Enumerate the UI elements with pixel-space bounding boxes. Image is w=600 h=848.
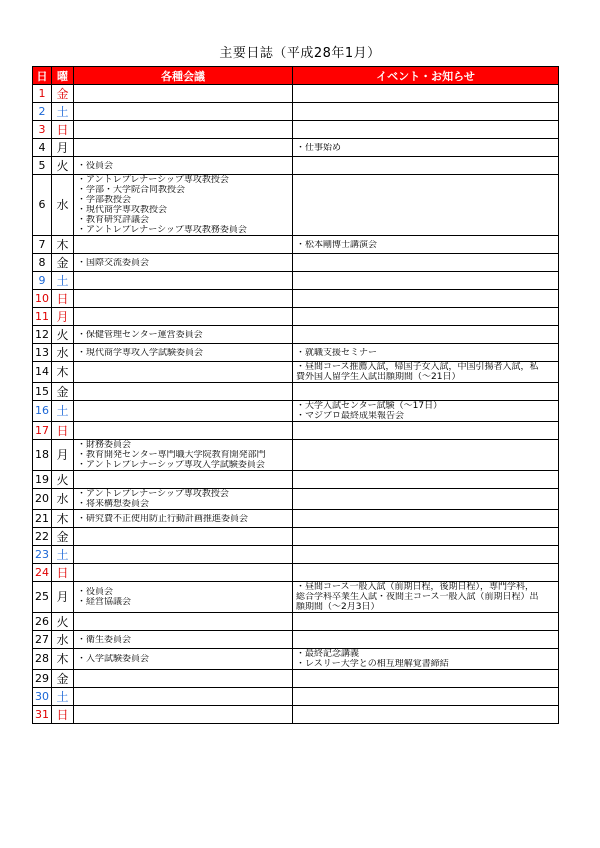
event-item: ・マジプロ最終成果報告会: [296, 411, 405, 421]
meetings-cell: [74, 326, 293, 344]
meeting-item: ・保健管理センター運営委員会: [77, 329, 203, 340]
events-cell: [293, 489, 559, 510]
meeting-item: ・現代商学専攻入学試験委員会: [77, 347, 204, 358]
table-row: [33, 362, 559, 383]
meetings-cell: [74, 489, 293, 510]
weekday-cell: 木: [52, 236, 74, 254]
meetings-cell: [74, 471, 293, 489]
events-cell: [293, 175, 559, 236]
table-row: [33, 344, 559, 362]
day-cell: 29: [33, 670, 52, 688]
day-cell: 10: [33, 290, 52, 308]
page-title: 主要日誌（平成28年1月）: [219, 46, 381, 61]
table-row: [33, 631, 559, 649]
meeting-item: ・役員会: [77, 587, 114, 597]
table-row: [33, 272, 559, 290]
meetings-cell: [74, 139, 293, 157]
meeting-item: ・国際交流委員会: [77, 257, 150, 268]
weekday-cell: 水: [52, 489, 74, 510]
meeting-item: ・研究費不正使用防止行動計画推進委員会: [77, 513, 249, 524]
day-cell: 14: [33, 362, 52, 383]
meetings-cell: [74, 440, 293, 471]
event-item: ・大学入試センター試験（～17日）: [296, 401, 443, 411]
table-row: [33, 326, 559, 344]
weekday-cell: 土: [52, 546, 74, 564]
meeting-item: ・教育開発センター専門職大学院教育開発部門: [77, 450, 266, 460]
meetings-cell: [74, 175, 293, 236]
events-cell: [293, 706, 559, 724]
meetings-cell: [74, 254, 293, 272]
event-item: ・就職支援セミナー: [296, 347, 378, 358]
events-cell: [293, 649, 559, 670]
weekday-cell: 土: [52, 103, 74, 121]
day-cell: 22: [33, 528, 52, 546]
weekday-cell: 金: [52, 528, 74, 546]
day-cell: 7: [33, 236, 52, 254]
events-cell: [293, 290, 559, 308]
events-cell: [293, 157, 559, 175]
day-cell: 15: [33, 383, 52, 401]
events-cell: [293, 422, 559, 440]
meetings-cell: [74, 103, 293, 121]
header-day: 日: [33, 67, 52, 85]
event-item: 総合学科卒業生入試・夜間主コース一般入試（前期日程）出: [296, 592, 539, 602]
day-cell: 31: [33, 706, 52, 724]
table-row: [33, 139, 559, 157]
weekday-cell: 金: [52, 670, 74, 688]
meeting-item: ・学部教授会: [77, 195, 132, 205]
table-row: [33, 103, 559, 121]
weekday-cell: 木: [52, 649, 74, 670]
table-row: [33, 510, 559, 528]
meetings-cell: [74, 401, 293, 422]
table-row: [33, 706, 559, 724]
meeting-item: ・経営協議会: [77, 597, 132, 607]
table-row: [33, 582, 559, 613]
table-row: [33, 649, 559, 670]
meetings-cell: [74, 157, 293, 175]
table-row: [33, 613, 559, 631]
meetings-cell: [74, 272, 293, 290]
meetings-cell: [74, 649, 293, 670]
table-row: [33, 670, 559, 688]
events-cell: [293, 383, 559, 401]
meeting-item: ・衛生委員会: [77, 634, 132, 645]
event-item: ・最終記念講義: [296, 649, 360, 659]
day-cell: 8: [33, 254, 52, 272]
events-cell: [293, 528, 559, 546]
weekday-cell: 木: [52, 510, 74, 528]
meetings-cell: [74, 528, 293, 546]
events-cell: [293, 440, 559, 471]
meeting-item: ・役員会: [77, 160, 114, 171]
meeting-item: ・アントレプレナーシップ専攻教務委員会: [77, 225, 247, 235]
day-cell: 24: [33, 564, 52, 582]
events-cell: [293, 85, 559, 103]
table-row: [33, 564, 559, 582]
meetings-cell: [74, 582, 293, 613]
meetings-cell: [74, 670, 293, 688]
meetings-cell: [74, 308, 293, 326]
meeting-item: ・入学試験委員会: [77, 654, 150, 664]
weekday-cell: 水: [52, 631, 74, 649]
events-cell: [293, 254, 559, 272]
event-item: ・仕事始め: [296, 142, 342, 153]
table-row: [33, 308, 559, 326]
table-row: [33, 85, 559, 103]
events-cell: [293, 582, 559, 613]
meeting-item: ・アントレプレナーシップ専攻教授会: [77, 175, 229, 185]
table-row: [33, 157, 559, 175]
table-row: [33, 383, 559, 401]
weekday-cell: 月: [52, 308, 74, 326]
meetings-cell: [74, 510, 293, 528]
events-cell: [293, 308, 559, 326]
header-events: イベント・お知らせ: [293, 67, 559, 85]
day-cell: 5: [33, 157, 52, 175]
table-row: [33, 121, 559, 139]
event-item: 願期間（～2月3日）: [296, 602, 380, 612]
day-cell: 3: [33, 121, 52, 139]
meetings-cell: [74, 613, 293, 631]
day-cell: 28: [33, 649, 52, 670]
meetings-cell: [74, 290, 293, 308]
meetings-cell: [74, 564, 293, 582]
header-weekday: 曜: [52, 67, 74, 85]
meeting-item: ・将来構想委員会: [77, 499, 150, 509]
table-row: [33, 422, 559, 440]
events-cell: [293, 103, 559, 121]
weekday-cell: 日: [52, 422, 74, 440]
day-cell: 18: [33, 440, 52, 471]
table-row: [33, 688, 559, 706]
weekday-cell: 日: [52, 706, 74, 724]
events-cell: [293, 613, 559, 631]
meetings-cell: [74, 236, 293, 254]
day-cell: 19: [33, 471, 52, 489]
header-row: [33, 67, 559, 85]
meetings-cell: [74, 422, 293, 440]
meeting-item: ・現代商学専攻教授会: [77, 205, 168, 215]
day-cell: 16: [33, 401, 52, 422]
weekday-cell: 金: [52, 383, 74, 401]
meetings-cell: [74, 85, 293, 103]
meetings-cell: [74, 383, 293, 401]
day-cell: 4: [33, 139, 52, 157]
weekday-cell: 火: [52, 613, 74, 631]
day-cell: 23: [33, 546, 52, 564]
schedule-table: [32, 66, 559, 724]
table-row: [33, 528, 559, 546]
day-cell: 11: [33, 308, 52, 326]
meetings-cell: [74, 344, 293, 362]
weekday-cell: 金: [52, 254, 74, 272]
weekday-cell: 水: [52, 175, 74, 236]
weekday-cell: 木: [52, 362, 74, 383]
day-cell: 2: [33, 103, 52, 121]
weekday-cell: 土: [52, 401, 74, 422]
day-cell: 17: [33, 422, 52, 440]
weekday-cell: 金: [52, 85, 74, 103]
events-cell: [293, 344, 559, 362]
table-row: [33, 471, 559, 489]
meetings-cell: [74, 546, 293, 564]
meeting-item: ・アントレプレナーシップ専攻教授会: [77, 489, 229, 499]
weekday-cell: 土: [52, 272, 74, 290]
weekday-cell: 土: [52, 688, 74, 706]
day-cell: 9: [33, 272, 52, 290]
event-item: ・松本剛博士講演会: [296, 239, 378, 250]
day-cell: 25: [33, 582, 52, 613]
table-row: [33, 440, 559, 471]
day-cell: 1: [33, 85, 52, 103]
day-cell: 13: [33, 344, 52, 362]
event-item: ・昼間コース推薦入試，帰国子女入試，中国引揚者入試，私: [296, 362, 539, 372]
meetings-cell: [74, 121, 293, 139]
meeting-item: ・教育研究評議会: [77, 215, 150, 225]
weekday-cell: 月: [52, 582, 74, 613]
table-row: [33, 290, 559, 308]
meetings-cell: [74, 688, 293, 706]
weekday-cell: 火: [52, 471, 74, 489]
table-row: [33, 175, 559, 236]
events-cell: [293, 139, 559, 157]
day-cell: 6: [33, 175, 52, 236]
event-item: ・昼間コース一般入試（前期日程，後期日程），専門学科，: [296, 582, 535, 592]
events-cell: [293, 510, 559, 528]
weekday-cell: 火: [52, 157, 74, 175]
meetings-cell: [74, 362, 293, 383]
events-cell: [293, 564, 559, 582]
day-cell: 21: [33, 510, 52, 528]
meeting-item: ・財務委員会: [77, 440, 132, 450]
events-cell: [293, 272, 559, 290]
events-cell: [293, 631, 559, 649]
day-cell: 27: [33, 631, 52, 649]
meetings-cell: [74, 631, 293, 649]
table-row: [33, 236, 559, 254]
event-item: ・レスリー大学との相互理解覚書締結: [296, 659, 449, 669]
events-cell: [293, 688, 559, 706]
day-cell: 26: [33, 613, 52, 631]
events-cell: [293, 236, 559, 254]
header-meetings: 各種会議: [74, 67, 293, 85]
events-cell: [293, 121, 559, 139]
events-cell: [293, 471, 559, 489]
weekday-cell: 日: [52, 121, 74, 139]
weekday-cell: 火: [52, 326, 74, 344]
table-row: [33, 254, 559, 272]
meeting-item: ・アントレプレナーシップ専攻入学試験委員会: [77, 460, 265, 470]
table-row: [33, 489, 559, 510]
event-item: 費外国人留学生入試出願期間（～21日）: [296, 372, 461, 382]
events-cell: [293, 401, 559, 422]
table-row: [33, 546, 559, 564]
meeting-item: ・学部・大学院合同教授会: [77, 185, 186, 195]
table-row: [33, 401, 559, 422]
day-cell: 20: [33, 489, 52, 510]
events-cell: [293, 326, 559, 344]
weekday-cell: 日: [52, 290, 74, 308]
weekday-cell: 水: [52, 344, 74, 362]
events-cell: [293, 670, 559, 688]
weekday-cell: 月: [52, 440, 74, 471]
day-cell: 30: [33, 688, 52, 706]
events-cell: [293, 546, 559, 564]
weekday-cell: 月: [52, 139, 74, 157]
events-cell: [293, 362, 559, 383]
weekday-cell: 日: [52, 564, 74, 582]
meetings-cell: [74, 706, 293, 724]
day-cell: 12: [33, 326, 52, 344]
